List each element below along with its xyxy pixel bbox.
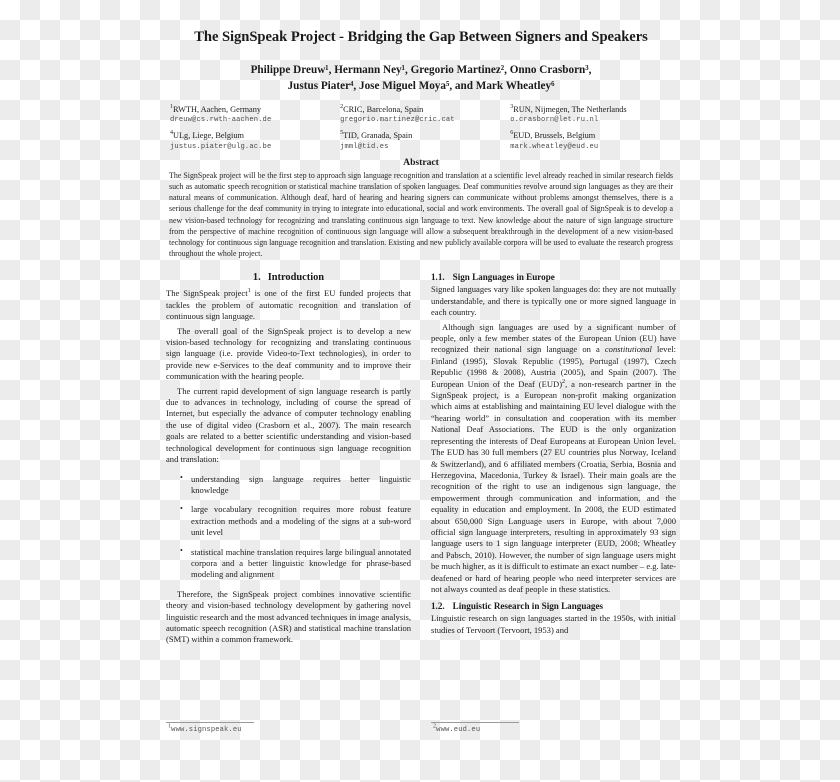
- affiliation-4: [170, 130, 334, 152]
- section-number: 1.: [252, 272, 261, 284]
- author-line-2: Justus Piater⁴, Jose Miguel Moya⁵, and Mark Wheatley⁶: [287, 79, 555, 92]
- emphasis-constitutional: constitutional: [604, 344, 652, 355]
- section-heading-introduction: [166, 272, 411, 283]
- left-paragraph-3: The current rapid development of sign language research is partly due to advances in technology, including of course the spread of Internet, but especially the advance of computer technology enabling the use of digital video (Crasborn et al., 2007). The main research goals are related to a better scientific understanding and vision-based technological development for continuous sign language recognition and translation:: [166, 385, 411, 465]
- paper-content: [166, 28, 676, 646]
- affiliation-marker: 5: [340, 130, 344, 137]
- affiliation-text: RUN, Nijmegen, The Netherlands: [513, 105, 627, 115]
- affiliation-1: [170, 104, 334, 126]
- list-item: • statistical machine translation requires large bilingual annotated corpora and a better linguistic knowledge for phrase-based modeling and alignment: [180, 547, 411, 581]
- paragraph-pre: Although sign languages are used by a significant number of people, only a few member states of the European Union (EU) have recognized their national sign language on a: [431, 321, 676, 355]
- affiliation-marker: 3: [510, 104, 514, 111]
- footnotes: [166, 722, 676, 734]
- affiliation-name: [170, 130, 334, 141]
- affiliation-marker: 4: [170, 130, 173, 137]
- footnote-ref-1[interactable]: 1: [247, 287, 251, 295]
- right-paragraph-1: Signed languages vary like spoken languages do: they are not mutually understandable, and there is typically one or more signed language in each country.: [431, 284, 676, 318]
- affiliation-email: justus.piater@ulg.ac.be: [170, 142, 272, 151]
- affiliation-name: [510, 130, 674, 141]
- affiliation-text: CRIC, Barcelona, Spain: [343, 105, 424, 115]
- footnote-url[interactable]: www.eud.eu: [436, 726, 481, 734]
- footnote-2[interactable]: [431, 723, 676, 734]
- affiliation-email: mark.wheatley@eud.eu: [510, 142, 599, 151]
- affiliation-text: TID, Granada, Spain: [343, 131, 413, 141]
- abstract-heading: Abstract: [403, 156, 439, 168]
- footnote-marker: 2: [433, 723, 437, 730]
- author-line-1: Philippe Dreuw¹, Hermann Ney¹, Gregorio Martinez², Onno Crasborn³,: [250, 64, 592, 77]
- footnote-rule: [166, 722, 254, 723]
- left-column: [166, 272, 411, 645]
- subsection-number: 1.1.: [431, 272, 445, 283]
- affiliation-email: gregorio.martinez@cric.cat: [340, 116, 455, 125]
- affiliation-email: dreuw@cs.rwth-aachen.de: [170, 116, 272, 125]
- subsection-heading-sign-languages-in-europe: [431, 272, 676, 282]
- footnote-rule: [431, 722, 519, 723]
- abstract-body: The SignSpeak project will be the first step to approach sign language recognition and translation at a scientific level already reached in similar research fields such as automatic speech recognition or statistical machine translation of spoken languages. Deaf communities revolve around sign languages as they are their natural means of communication. Although deaf, hard of hearing and hearing signers can communicate without problems amongst themselves, there is a serious challenge for the deaf community in trying to integrate into educational, social and work environments. The overall goal of SignSpeak is to develop a new vision-based technology for recognizing and translating continuous sign language to text. New knowledge about the nature of sign language structure from the perspective of machine recognition of continuous sign language will allow a subsequent breakthrough in the development of a new vision-based technology for continuous sign language recognition and translation. Existing and new publicly available corpora will be used to evaluate the research progress throughout the whole project.: [169, 170, 673, 259]
- list-item: • large vocabulary recognition requires more robust feature extraction methods and a modeling of the signs at a sub-word unit level: [180, 504, 411, 538]
- affiliation-5: [340, 130, 504, 152]
- subsection-title: Sign Languages in Europe: [452, 272, 555, 283]
- body-columns: [166, 272, 676, 645]
- subsection-heading-linguistic-research: [431, 601, 676, 611]
- affiliation-text: RWTH, Aachen, Germany: [173, 105, 262, 115]
- subsection-title: Linguistic Research in Sign Languages: [452, 601, 604, 612]
- right-paragraph-2: [431, 322, 676, 596]
- affiliation-2: [340, 104, 504, 126]
- section-title: Introduction: [267, 272, 325, 284]
- affiliation-marker: 1: [170, 104, 173, 111]
- affiliation-marker: 2: [340, 104, 344, 111]
- list-item: • understanding sign language requires better linguistic knowledge: [180, 474, 411, 497]
- footnote-left: [166, 722, 411, 734]
- left-paragraph-2: The overall goal of the SignSpeak project is to develop a new vision-based technology for recognizing and translating continuous sign language (i.e. provide Video-to-Text technologies), in order to provide new e-Services to the deaf community and to improve their communication with the hearing people.: [166, 325, 411, 382]
- footnote-right: [431, 722, 676, 734]
- research-goals-list: [166, 474, 411, 581]
- affiliation-email: jmml@tid.es: [340, 142, 389, 151]
- author-list: [166, 63, 676, 94]
- affiliation-text: EUD, Brussels, Belgium: [513, 131, 596, 141]
- affiliation-6: [510, 130, 674, 152]
- affiliation-name: [170, 104, 334, 115]
- paragraph-post: , a non-research partner in the SignSpeak project, is a European non-profit making organization which aims at establishing and maintaining EU level dialogue with the “hearing world” in consultation and cooperation with its member National Deaf Associations. The EUD is the only organization representing the interests of Deaf Europeans at European Union level. The EUD has 30 full members (27 EU countries plus Norway, Iceland & Switzerland), and 6 affiliated members (Croatia, Serbia, Bosnia and Herzegovina, Macedonia, Turkey & Israel). Their main goals are the recognition of the right to use an indigenous sign language, the empowerment through communication and information, and the equality in education and employment. In 2008, the EUD estimated about 650,000 Sign Language users in Europe, with about 7,000 official sign language interpreters, resulting in approximately 93 sign language users to 1 sign language interpreter (EUD, 2008; Wheatley and Pabsch, 2010). However, the number of sign language users might be much higher, as it is difficult to estimate an exact number – e.g. late-deafened or hard of hearing people who need interpreter services are not always counted as deaf people in these statistics.: [431, 378, 676, 594]
- left-paragraph-4: Therefore, the SignSpeak project combines innovative scientific theory and vision-based technology development by gathering novel linguistic research and the most advanced techniques in image analysis, automatic speech recognition (ASR) and statistical machine translation (SMT) within a common framework.: [166, 588, 411, 645]
- left-paragraph-1: [166, 288, 411, 322]
- right-paragraph-3: Linguistic research on sign languages started in the 1950s, with initial studies of Tervoort (Tervoort, 1953) and: [431, 613, 676, 635]
- affiliation-email: o.crasborn@let.ru.nl: [510, 116, 599, 125]
- affiliation-marker: 6: [510, 130, 514, 137]
- page-title: The SignSpeak Project - Bridging the Gap Between Signers and Speakers: [194, 29, 648, 45]
- right-column: [431, 272, 676, 645]
- affiliations-row-2: [166, 130, 676, 152]
- affiliation-name: [340, 104, 504, 115]
- affiliation-name: [510, 104, 674, 115]
- affiliation-name: [340, 130, 504, 141]
- footnote-1[interactable]: [166, 723, 411, 734]
- affiliation-text: ULg, Liege, Belgium: [173, 131, 244, 141]
- paragraph-pre: The SignSpeak project: [166, 288, 248, 299]
- footnote-ref-2[interactable]: 2: [562, 377, 566, 385]
- affiliation-3: [510, 104, 674, 126]
- footnote-url[interactable]: www.signspeak.eu: [171, 726, 242, 734]
- footnote-marker: 1: [168, 723, 172, 730]
- paragraph-post: is one of the first EU funded projects that tackles the problem of automatic recognition and translation of continuous sign language.: [166, 288, 411, 322]
- subsection-number: 1.2.: [431, 601, 445, 612]
- paragraph-mid: level: Finland (1995), Slovak Republic (1995), Portugal (1997), Czech Republic (1998 & 2008), Austria (2005), and Spain (2007). The European Union of the Deaf (EUD): [431, 344, 676, 389]
- affiliations-row-1: [166, 104, 676, 126]
